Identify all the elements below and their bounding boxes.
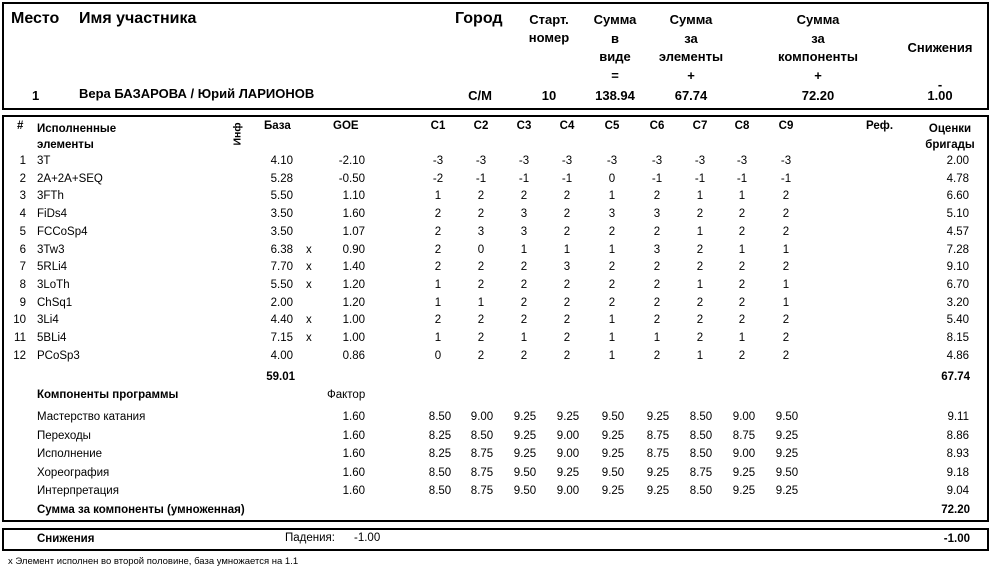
component-judge-score: 8.50	[689, 485, 713, 497]
element-judge-score: 2	[477, 190, 485, 203]
skater-start-number: 10	[541, 88, 557, 103]
element-goe: 0.90	[342, 243, 365, 256]
component-panel-score: 8.86	[946, 429, 969, 442]
component-judge-score: 8.50	[470, 429, 494, 442]
component-factor: 1.60	[342, 448, 365, 460]
element-panel-score: 6.70	[946, 278, 969, 291]
element-number: 6	[19, 243, 26, 256]
falls-value: -1.00	[354, 532, 381, 544]
component-judge-score: 9.00	[732, 411, 756, 423]
element-base: 4.10	[270, 155, 293, 167]
element-panel-score: 9.10	[946, 261, 969, 274]
skater-elements-score: 67.74	[674, 88, 708, 103]
elements-num-header: #	[17, 120, 24, 132]
element-judge-score: 1	[738, 243, 746, 256]
element-number: 10	[13, 314, 26, 327]
component-judge-score: 9.25	[646, 466, 670, 479]
element-judge-score: 2	[738, 208, 746, 221]
referee-header: Реф.	[866, 120, 894, 132]
element-judge-score: 2	[477, 278, 485, 291]
element-panel-score: 5.40	[946, 314, 969, 327]
element-name: PCoSp3	[37, 349, 80, 362]
element-base: 2.00	[270, 296, 293, 309]
factor-header: Фактор	[327, 389, 366, 401]
component-panel-score: 9.18	[946, 466, 969, 479]
element-judge-score: 0	[477, 243, 485, 256]
element-judge-score: 0	[608, 172, 616, 185]
panel-score-header: Оценки бригады	[925, 123, 975, 151]
element-judge-score: 2	[782, 208, 790, 221]
judge-header: C6	[649, 120, 665, 132]
judge-header: C4	[559, 120, 575, 132]
element-judge-score: -1	[736, 172, 748, 185]
place-header: Место	[11, 10, 60, 27]
component-judge-score: 8.50	[689, 411, 713, 423]
element-second-half-mark: x	[306, 261, 312, 274]
components-score-header: Сумма за компоненты +	[778, 12, 858, 83]
skater-city: С/М	[468, 88, 492, 103]
footnote: x Элемент исполнен во второй половине, база умножается на 1.1	[8, 556, 299, 567]
element-judge-score: 3	[520, 208, 528, 221]
element-judge-score: 2	[738, 314, 746, 327]
element-panel-score: 4.57	[946, 225, 969, 238]
component-judge-score: 9.25	[601, 429, 625, 442]
element-judge-score: -1	[561, 172, 573, 185]
element-goe: -0.50	[338, 172, 365, 185]
element-name: FiDs4	[37, 208, 68, 221]
component-judge-score: 9.50	[513, 485, 537, 497]
component-judge-score: 9.00	[470, 411, 494, 423]
element-judge-score: 2	[477, 314, 485, 327]
element-judge-score: 2	[477, 349, 485, 362]
element-judge-score: 2	[563, 314, 571, 327]
element-judge-score: 2	[696, 296, 704, 309]
element-second-half-mark: x	[306, 332, 312, 344]
elements-name-header: Исполненные элементы	[37, 123, 117, 151]
element-judge-score: 2	[520, 261, 528, 274]
component-judge-score: 8.75	[470, 485, 494, 497]
element-judge-score: -3	[475, 155, 487, 167]
element-judge-score: 1	[782, 296, 790, 309]
component-name: Хореография	[37, 466, 110, 479]
element-panel-score: 3.20	[946, 296, 969, 309]
element-judge-score: 1	[782, 243, 790, 256]
skater-deductions: 1.00	[927, 88, 953, 103]
component-judge-score: 8.50	[428, 466, 452, 479]
total-score-header: Сумма в виде =	[593, 12, 637, 83]
elements-base-total: 59.01	[266, 371, 295, 383]
element-judge-score: -3	[736, 155, 748, 167]
element-number: 11	[14, 332, 26, 344]
element-judge-score: 1	[696, 349, 704, 362]
judge-header: C8	[734, 120, 750, 132]
element-number: 1	[19, 155, 26, 167]
element-second-half-mark: x	[306, 314, 312, 327]
deductions-box	[2, 528, 989, 551]
element-judge-score: 1	[696, 190, 704, 203]
element-panel-score: 2.00	[946, 155, 969, 167]
deductions-total: -1.00	[943, 533, 970, 545]
element-judge-score: 1	[608, 314, 616, 327]
element-judge-score: 3	[477, 225, 485, 238]
element-name: 3FTh	[37, 190, 64, 203]
element-judge-score: 2	[477, 208, 485, 221]
element-judge-score: 1	[563, 243, 571, 256]
element-judge-score: 3	[653, 208, 661, 221]
element-judge-score: -3	[561, 155, 573, 167]
element-second-half-mark: x	[306, 243, 312, 256]
element-goe: 1.10	[342, 190, 365, 203]
component-judge-score: 9.50	[775, 466, 799, 479]
element-judge-score: -1	[475, 172, 487, 185]
element-judge-score: 2	[738, 349, 746, 362]
component-judge-score: 9.25	[775, 485, 799, 497]
skater-place: 1	[32, 88, 40, 103]
skater-name: Вера БАЗАРОВА / Юрий ЛАРИОНОВ	[79, 86, 315, 101]
element-judge-score: -1	[518, 172, 530, 185]
component-judge-score: 9.50	[513, 466, 537, 479]
element-judge-score: 1	[434, 296, 442, 309]
element-judge-score: 2	[563, 190, 571, 203]
element-base: 3.50	[270, 225, 293, 238]
element-judge-score: 3	[608, 208, 616, 221]
skater-total-score: 138.94	[595, 88, 635, 103]
element-judge-score: 2	[782, 349, 790, 362]
element-judge-score: 2	[696, 243, 704, 256]
component-judge-score: 9.00	[556, 448, 580, 460]
component-judge-score: 9.25	[646, 485, 670, 497]
component-judge-score: 8.25	[428, 448, 452, 460]
component-judge-score: 9.50	[601, 466, 625, 479]
element-judge-score: 1	[738, 332, 746, 344]
element-judge-score: 2	[738, 278, 746, 291]
element-base: 5.50	[270, 278, 293, 291]
element-base: 7.70	[270, 261, 293, 274]
component-factor: 1.60	[342, 466, 365, 479]
element-judge-score: 1	[696, 225, 704, 238]
component-name: Интерпретация	[37, 485, 119, 497]
component-judge-score: 8.50	[689, 429, 713, 442]
component-name: Переходы	[37, 429, 91, 442]
element-goe: -2.10	[338, 155, 365, 167]
element-judge-score: 1	[434, 190, 442, 203]
element-judge-score: 2	[477, 261, 485, 274]
component-judge-score: 8.75	[646, 429, 670, 442]
component-judge-score: 9.25	[775, 448, 799, 460]
element-judge-score: 1	[520, 332, 528, 344]
element-judge-score: 2	[696, 208, 704, 221]
component-judge-score: 8.75	[689, 466, 713, 479]
component-judge-score: 9.00	[732, 448, 756, 460]
deductions-label: Снижения	[37, 533, 95, 545]
element-judge-score: 2	[696, 261, 704, 274]
element-goe: 1.07	[342, 225, 365, 238]
element-panel-score: 6.60	[946, 190, 969, 203]
components-total-label: Сумма за компоненты (умноженная)	[37, 504, 245, 516]
element-judge-score: 2	[696, 332, 704, 344]
judge-header: C1	[430, 120, 446, 132]
component-panel-score: 9.11	[947, 411, 969, 423]
element-base: 5.50	[270, 190, 293, 203]
component-judge-score: 9.50	[775, 411, 799, 423]
element-number: 3	[19, 190, 26, 203]
element-number: 2	[19, 172, 26, 185]
component-name: Мастерство катания	[37, 411, 146, 423]
element-panel-score: 4.78	[946, 172, 969, 185]
judge-header: C5	[604, 120, 620, 132]
component-judge-score: 9.25	[601, 448, 625, 460]
element-judge-score: -1	[694, 172, 706, 185]
element-judge-score: 2	[738, 225, 746, 238]
element-judge-score: 1	[434, 278, 442, 291]
element-base: 7.15	[270, 332, 293, 344]
component-factor: 1.60	[342, 485, 365, 497]
component-judge-score: 8.75	[470, 448, 494, 460]
component-judge-score: 8.50	[428, 485, 452, 497]
element-judge-score: 2	[782, 314, 790, 327]
deductions-header: Снижения -	[907, 40, 973, 92]
element-judge-score: 2	[520, 190, 528, 203]
element-judge-score: 1	[608, 349, 616, 362]
element-name: 5RLi4	[37, 261, 68, 274]
component-name: Исполнение	[37, 448, 103, 460]
component-judge-score: 8.25	[428, 429, 452, 442]
element-judge-score: -3	[518, 155, 530, 167]
element-judge-score: 2	[782, 332, 790, 344]
element-judge-score: 2	[520, 278, 528, 291]
component-judge-score: 8.75	[646, 448, 670, 460]
component-judge-score: 9.25	[556, 411, 580, 423]
element-judge-score: 1	[608, 190, 616, 203]
element-judge-score: -3	[694, 155, 706, 167]
element-base: 5.28	[270, 172, 293, 185]
element-judge-score: 0	[434, 349, 442, 362]
component-panel-score: 9.04	[946, 485, 969, 497]
element-judge-score: 2	[782, 225, 790, 238]
element-judge-score: 3	[563, 261, 571, 274]
element-name: 3Tw3	[37, 243, 65, 256]
info-header: Инф	[231, 122, 244, 146]
element-goe: 1.00	[342, 332, 365, 344]
element-goe: 1.20	[342, 296, 365, 309]
element-judge-score: 2	[477, 332, 485, 344]
element-panel-score: 4.86	[946, 349, 969, 362]
element-judge-score: 2	[520, 349, 528, 362]
judge-header: C2	[473, 120, 489, 132]
element-judge-score: 2	[608, 225, 616, 238]
component-judge-score: 9.25	[601, 485, 625, 497]
element-judge-score: -1	[780, 172, 792, 185]
element-number: 9	[19, 296, 26, 309]
element-judge-score: 2	[782, 261, 790, 274]
element-number: 4	[19, 208, 26, 221]
element-judge-score: 2	[782, 190, 790, 203]
element-judge-score: 2	[434, 208, 442, 221]
element-goe: 1.00	[342, 314, 365, 327]
element-judge-score: 2	[434, 243, 442, 256]
component-judge-score: 9.25	[775, 429, 799, 442]
start-number-header: Старт. номер	[528, 12, 570, 45]
element-number: 12	[13, 349, 26, 362]
name-header: Имя участника	[79, 10, 197, 27]
element-panel-score: 8.15	[946, 332, 969, 344]
element-judge-score: 2	[608, 261, 616, 274]
element-judge-score: 2	[563, 349, 571, 362]
city-header: Город	[455, 10, 503, 27]
element-judge-score: 2	[608, 296, 616, 309]
element-name: 5BLi4	[37, 332, 67, 344]
component-judge-score: 9.00	[556, 429, 580, 442]
component-judge-score: 9.25	[732, 466, 756, 479]
element-judge-score: 2	[563, 278, 571, 291]
element-number: 7	[19, 261, 26, 274]
element-panel-score: 5.10	[946, 208, 969, 221]
element-judge-score: 1	[434, 332, 442, 344]
skater-components-score: 72.20	[801, 88, 835, 103]
element-judge-score: 1	[738, 190, 746, 203]
element-judge-score: 2	[520, 314, 528, 327]
element-base: 4.00	[270, 349, 293, 362]
element-judge-score: 1	[653, 332, 661, 344]
element-judge-score: 2	[696, 314, 704, 327]
element-judge-score: 2	[563, 225, 571, 238]
component-judge-score: 9.25	[646, 411, 670, 423]
judge-header: C7	[692, 120, 708, 132]
component-judge-score: 9.00	[556, 485, 580, 497]
component-judge-score: 9.50	[601, 411, 625, 423]
component-judge-score: 9.25	[732, 485, 756, 497]
element-judge-score: 1	[608, 243, 616, 256]
components-total-score: 72.20	[941, 504, 970, 516]
element-judge-score: 2	[653, 261, 661, 274]
elements-score-header: Сумма за элементы +	[658, 12, 724, 83]
component-judge-score: 8.75	[732, 429, 756, 442]
element-judge-score: 1	[696, 278, 704, 291]
element-judge-score: 2	[653, 278, 661, 291]
judge-header: C3	[516, 120, 532, 132]
element-judge-score: 2	[608, 278, 616, 291]
element-judge-score: 2	[563, 208, 571, 221]
element-judge-score: 2	[434, 314, 442, 327]
element-second-half-mark: x	[306, 278, 312, 291]
elements-score-total: 67.74	[941, 371, 970, 383]
component-judge-score: 8.75	[470, 466, 494, 479]
element-judge-score: 2	[653, 314, 661, 327]
element-name: FCCoSp4	[37, 225, 88, 238]
element-judge-score: 2	[738, 296, 746, 309]
element-goe: 1.20	[342, 278, 365, 291]
element-judge-score: -3	[780, 155, 792, 167]
element-judge-score: 2	[563, 332, 571, 344]
component-judge-score: 8.50	[689, 448, 713, 460]
element-number: 8	[19, 278, 26, 291]
element-judge-score: 2	[434, 225, 442, 238]
element-judge-score: 2	[520, 296, 528, 309]
element-judge-score: 2	[434, 261, 442, 274]
element-judge-score: 3	[520, 225, 528, 238]
element-judge-score: -3	[606, 155, 618, 167]
element-judge-score: 1	[477, 296, 485, 309]
element-base: 6.38	[270, 243, 293, 256]
element-name: ChSq1	[37, 296, 73, 309]
element-number: 5	[19, 225, 26, 238]
element-judge-score: 2	[653, 349, 661, 362]
component-judge-score: 9.25	[556, 466, 580, 479]
base-header: База	[264, 120, 291, 132]
component-panel-score: 8.93	[946, 448, 969, 460]
element-judge-score: 3	[653, 243, 661, 256]
component-factor: 1.60	[342, 411, 365, 423]
element-goe: 0.86	[342, 349, 365, 362]
element-panel-score: 7.28	[946, 243, 969, 256]
components-title: Компоненты программы	[37, 389, 179, 401]
element-judge-score: 2	[563, 296, 571, 309]
element-judge-score: -3	[651, 155, 663, 167]
element-goe: 1.40	[342, 261, 365, 274]
element-name: 3T	[37, 155, 51, 167]
component-factor: 1.60	[342, 429, 365, 442]
component-judge-score: 9.25	[513, 448, 537, 460]
element-judge-score: -2	[432, 172, 444, 185]
element-judge-score: 2	[738, 261, 746, 274]
component-judge-score: 9.25	[513, 429, 537, 442]
element-name: 3Li4	[37, 314, 59, 327]
element-judge-score: 1	[520, 243, 528, 256]
element-judge-score: 2	[653, 190, 661, 203]
element-goe: 1.60	[342, 208, 365, 221]
element-base: 3.50	[270, 208, 293, 221]
element-judge-score: 1	[608, 332, 616, 344]
element-name: 2A+2A+SEQ	[37, 172, 103, 185]
element-name: 3LoTh	[37, 278, 70, 291]
element-judge-score: -1	[651, 172, 663, 185]
element-judge-score: 2	[653, 296, 661, 309]
component-judge-score: 9.25	[513, 411, 537, 423]
goe-header: GOE	[333, 120, 359, 132]
component-judge-score: 8.50	[428, 411, 452, 423]
element-judge-score: 2	[653, 225, 661, 238]
element-judge-score: -3	[432, 155, 444, 167]
judge-header: C9	[778, 120, 794, 132]
falls-label: Падения:	[285, 532, 335, 544]
element-judge-score: 1	[782, 278, 790, 291]
element-base: 4.40	[270, 314, 293, 327]
